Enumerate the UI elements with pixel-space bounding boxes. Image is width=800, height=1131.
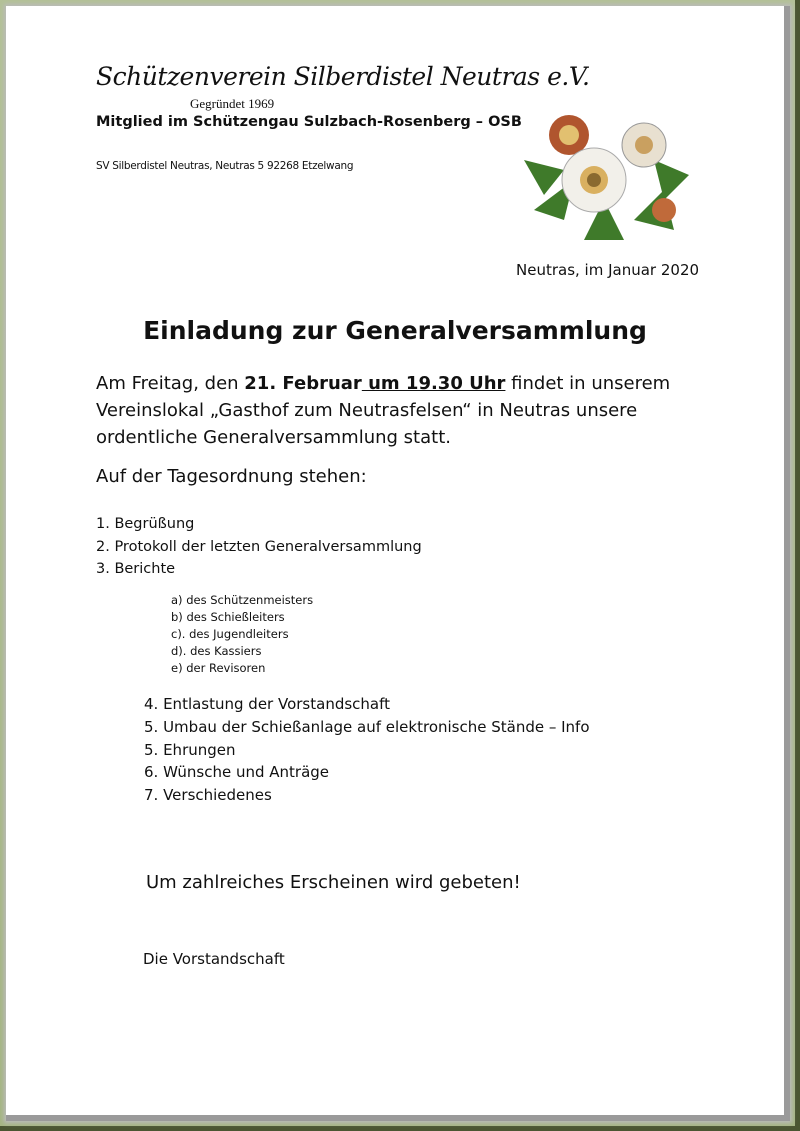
body-line: Vereinslokal „Gasthof zum Neutrasfelsen“ in Neutras unsere	[96, 400, 638, 421]
document-title: Einladung zur Generalversammlung	[143, 316, 647, 345]
agenda-item: 7. Verschiedenes	[144, 786, 272, 805]
agenda-sub-item: e) der Revisoren	[171, 661, 266, 675]
address-text: SV Silberdistel Neutras, Neutras 5 92268 Etzelwang	[96, 160, 354, 172]
agenda-heading: Auf der Tagesordnung stehen:	[96, 466, 367, 487]
document-page	[6, 6, 784, 1115]
body-text: Am Freitag, den	[96, 373, 245, 394]
closing-text: Um zahlreiches Erscheinen wird gebeten!	[146, 872, 521, 893]
date-bold: 21. Februar	[244, 373, 362, 394]
thistle-flower-image	[514, 100, 694, 248]
agenda-sub-item: d). des Kassiers	[171, 644, 262, 658]
agenda-sub-item: c). des Jugendleiters	[171, 627, 289, 641]
time-underlined: um 19.30 Uhr	[361, 373, 506, 394]
invitation-body	[96, 370, 670, 451]
agenda-item: 5. Umbau der Schießanlage auf elektronische Stände – Info	[144, 717, 590, 736]
agenda-item: 1. Begrüßung	[96, 516, 195, 532]
agenda-sub-list	[171, 592, 313, 677]
agenda-item: 3. Berichte	[96, 561, 176, 577]
date-text: Neutras, im Januar 2020	[516, 261, 700, 279]
body-text: findet in unserem	[505, 373, 671, 394]
agenda-item: 4. Entlastung der Vorstandschaft	[144, 695, 391, 713]
membership-text: Mitglied im Schützengau Sulzbach-Rosenberg – OSB	[96, 114, 522, 130]
founded-text: Gegründet 1969	[190, 96, 275, 111]
signature: Die Vorstandschaft	[143, 950, 285, 968]
agenda-list-rest	[144, 693, 590, 807]
agenda-sub-item: a) des Schützenmeisters	[171, 593, 314, 607]
agenda-sub-item: b) des Schießleiters	[171, 610, 285, 624]
club-name: Schützenverein Silberdistel Neutras e.V.	[96, 62, 590, 91]
agenda-item: 2. Protokoll der letzten Generalversammlung	[96, 538, 422, 555]
agenda-item: 6. Wünsche und Anträge	[144, 763, 330, 782]
body-line: ordentliche Generalversammlung statt.	[96, 427, 451, 448]
agenda-item: 5. Ehrungen	[144, 740, 236, 759]
agenda-list-top	[96, 513, 422, 581]
